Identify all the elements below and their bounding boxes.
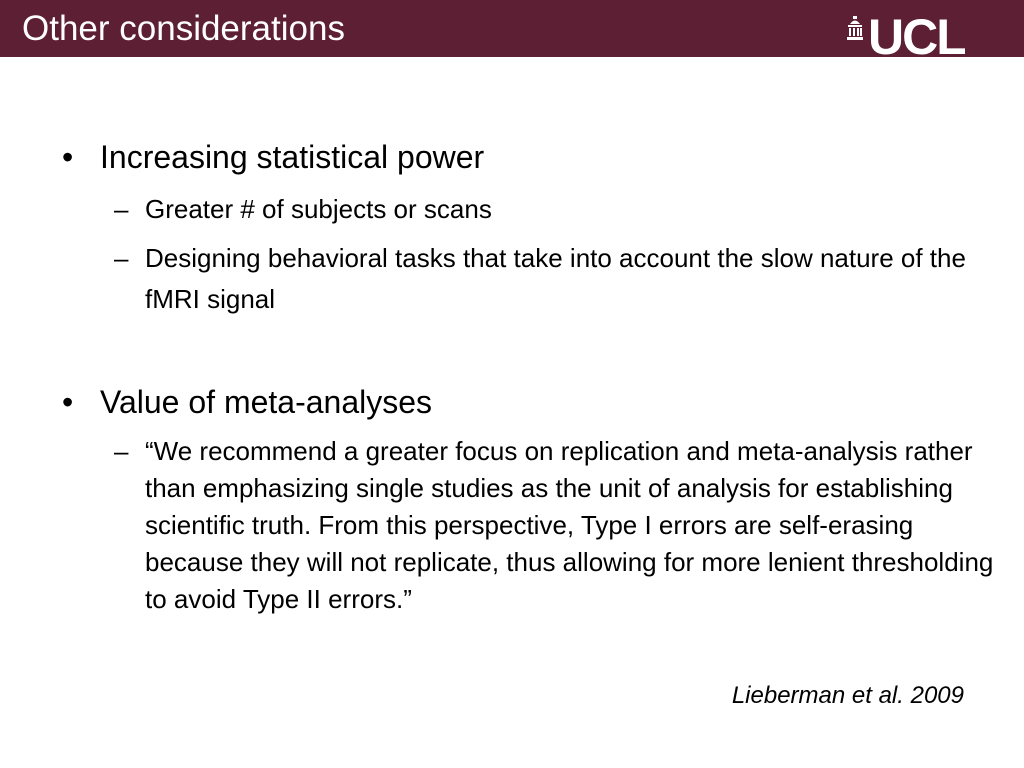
subitem-subjects-scans	[114, 190, 994, 228]
subitem-quote	[114, 433, 994, 618]
dash-marker: –	[114, 436, 129, 466]
quote-text: “We recommend a greater focus on replication and meta-analysis rather than emphasizing single studies as the unit of analysis for establishing scientific truth. From this perspective, Type I errors are self-erasing because they will not replicate, thus allowing for more lenient thresholding to avoid Type II errors.”	[145, 436, 994, 614]
logo-text: UCL	[868, 17, 965, 57]
slide-title: Other considerations	[22, 9, 345, 48]
subitem-text: Greater # of subjects or scans	[145, 194, 492, 224]
dash-marker: –	[114, 243, 129, 273]
bullet-statistical-power	[62, 138, 484, 176]
title-bar	[0, 0, 1024, 57]
bullet-text: Increasing statistical power	[100, 139, 485, 175]
subitem-behavioral-tasks	[114, 238, 994, 320]
citation: Lieberman et al. 2009	[731, 682, 964, 709]
bullet-text: Value of meta-analyses	[100, 384, 433, 420]
bullet-marker: •	[62, 139, 74, 175]
bullet-marker: •	[62, 384, 74, 420]
bullet-meta-analyses	[62, 383, 432, 421]
ucl-logo	[846, 17, 965, 57]
subitem-text: Designing behavioral tasks that take into account the slow nature of the fMRI signal	[145, 243, 966, 314]
portico-icon	[846, 16, 864, 40]
dash-marker: –	[114, 194, 129, 224]
